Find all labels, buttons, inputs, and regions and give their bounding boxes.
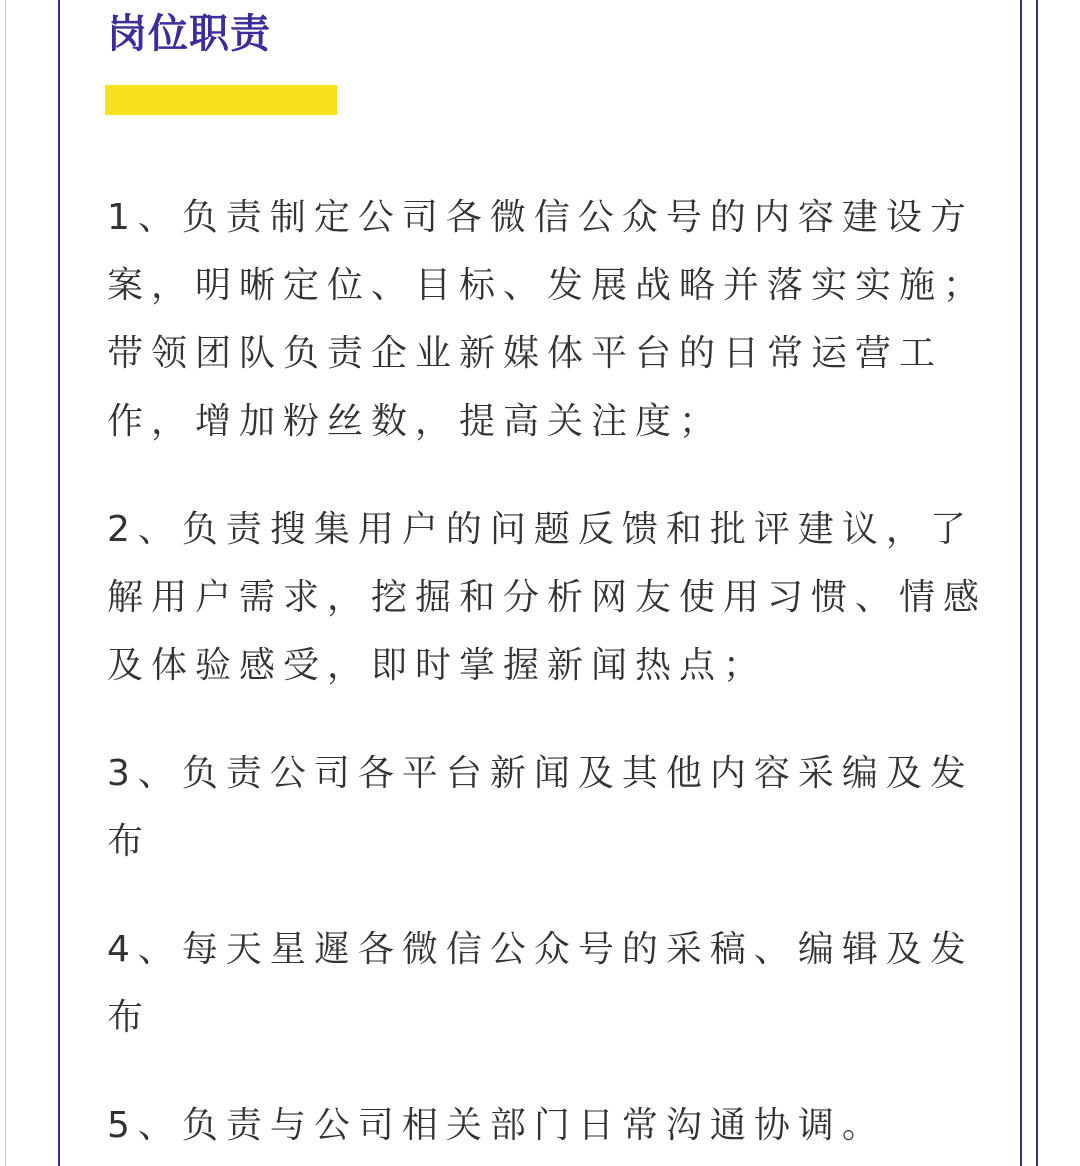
left-frame-border (58, 0, 60, 1166)
duty-item-3: 3、负责公司各平台新闻及其他内容采编及发布 (107, 753, 974, 862)
duty-item-2: 2、负责搜集用户的问题反馈和批评建议，了解用户需求，挖掘和分析网友使用习惯、情感及体验感受，即时掌握新闻热点； (107, 509, 988, 686)
left-outer-border (5, 0, 6, 1166)
right-outer-border (1036, 0, 1038, 1166)
duties-list (107, 184, 987, 1166)
duty-item-1: 1、负责制定公司各微信公众号的内容建设方案，明晰定位、目标、发展战略并落实实施；带领团队负责企业新媒体平台的日常运营工作，增加粉丝数，提高关注度； (107, 197, 988, 442)
duty-item-5: 5、负责与公司相关部门日常沟通协调。 (107, 1105, 886, 1146)
right-frame-border (1020, 0, 1022, 1166)
section-title: 岗位职责 (107, 11, 271, 57)
duty-item-4: 4、每天星遲各微信公众号的采稿、编辑及发布 (107, 929, 974, 1038)
title-accent-bar (105, 85, 337, 115)
